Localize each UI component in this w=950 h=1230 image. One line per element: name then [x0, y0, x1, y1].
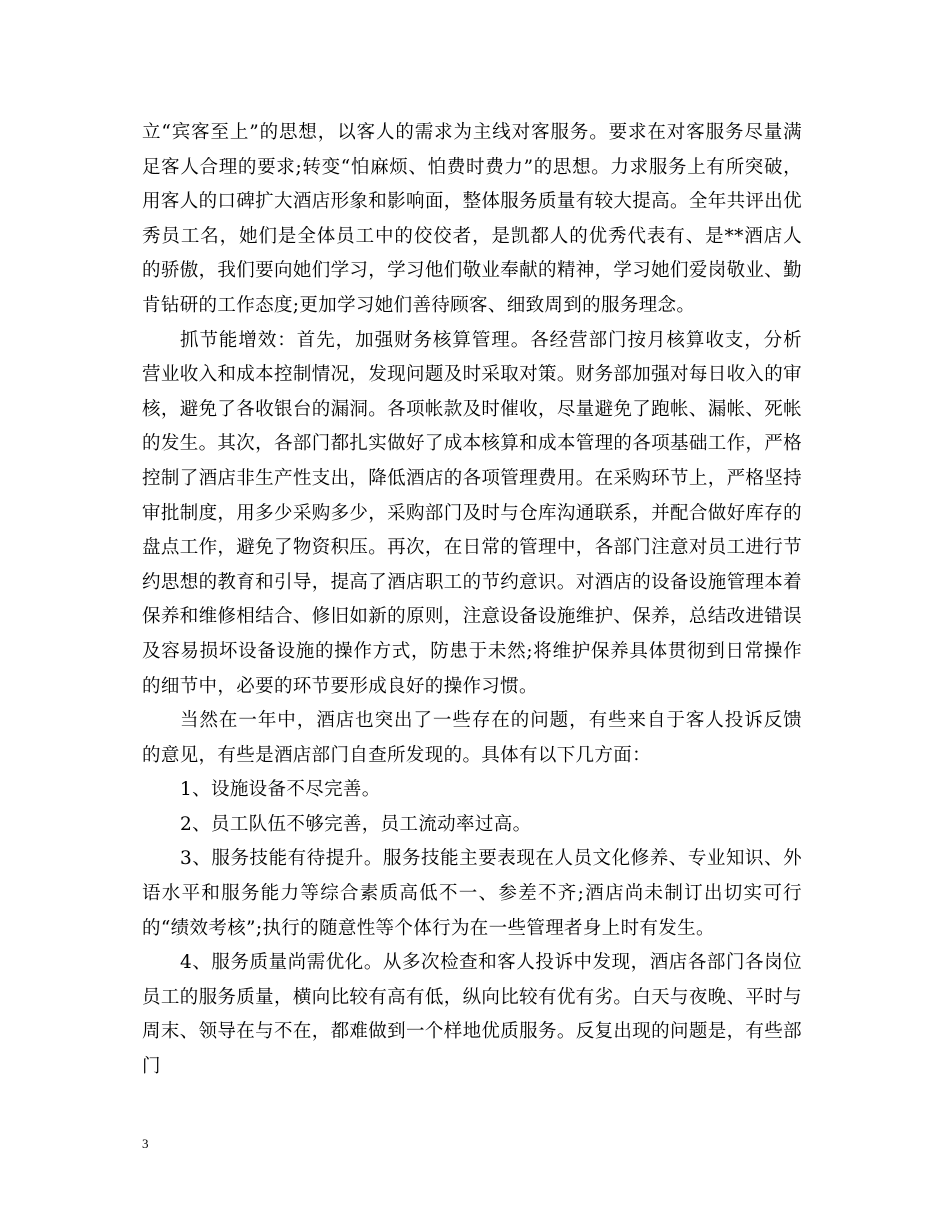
list-item-service-skills: 3、服务技能有待提升。服务技能主要表现在人员文化修养、专业知识、外语水平和服务能力等综合素质高低不一、参差不齐;酒店尚未制订出切实可行的“绩效考核”;执行的随意性等个体行为在一些管理者身上时有发生。 [142, 848, 802, 939]
paragraph-energy-saving: 抓节能增效：首先，加强财务核算管理。各经营部门按月核算收支，分析营业收入和成本控制情况，发现问题及时采取对策。财务部加强对每日收入的审核，避免了各收银台的漏洞。各项帐款及时催收，尽量避免了跑帐、漏帐、死帐的发生。其次，各部门都扎实做好了成本核算和成本管理的各项基础工作，严格控制了酒店非生产性支出，降低酒店的各项管理费用。在采购环节上，严格坚持审批制度，用多少采购多少，采购部门及时与仓库沟通联系，并配合做好库存的盘点工作，避免了物资积压。再次，在日常的管理中，各部门注意对员工进行节约思想的教育和引导，提高了酒店职工的节约意识。对酒店的设备设施管理本着保养和维修相结合、修旧如新的原则，注意设备设施维护、保养，总结改进错误及容易损坏设备设施的操作方式，防患于未然;将维护保养具体贯彻到日常操作的细节中，必要的环节要形成良好的操作习惯。 [142, 329, 802, 697]
paragraph-problems-intro: 当然在一年中，酒店也突出了一些存在的问题，有些来自于客人投诉反馈的意见，有些是酒店部门自查所发现的。具体有以下几方面： [142, 710, 802, 766]
list-item-facilities: 1、设施设备不尽完善。 [180, 779, 381, 801]
page-number: 3 [142, 1136, 149, 1151]
list-item-staff-turnover: 2、员工队伍不够完善，员工流动率过高。 [180, 813, 532, 835]
document-body [142, 116, 802, 1085]
list-item-service-quality: 4、服务质量尚需优化。从多次检查和客人投诉中发现，酒店各部门各岗位员工的服务质量，横向比较有高有低，纵向比较有优有劣。白天与夜晚、平时与周末、领导在与不在，都难做到一个样地优质服务。反复出现的问题是，有些部门 [142, 952, 802, 1078]
paragraph-continued-guest-first: 立“宾客至上”的思想，以客人的需求为主线对客服务。要求在对客服务尽量满足客人合理的要求;转变“怕麻烦、怕费时费力”的思想。力求服务上有所突破，用客人的口碑扩大酒店形象和影响面，整体服务质量有较大提高。全年共评出优秀员工名，她们是全体员工中的佼佼者，是凯都人的优秀代表有、是**酒店人的骄傲，我们要向她们学习，学习他们敬业奉献的精神，学习她们爱岗敬业、勤肯钻研的工作态度;更加学习她们善待顾客、细致周到的服务理念。 [142, 122, 802, 316]
